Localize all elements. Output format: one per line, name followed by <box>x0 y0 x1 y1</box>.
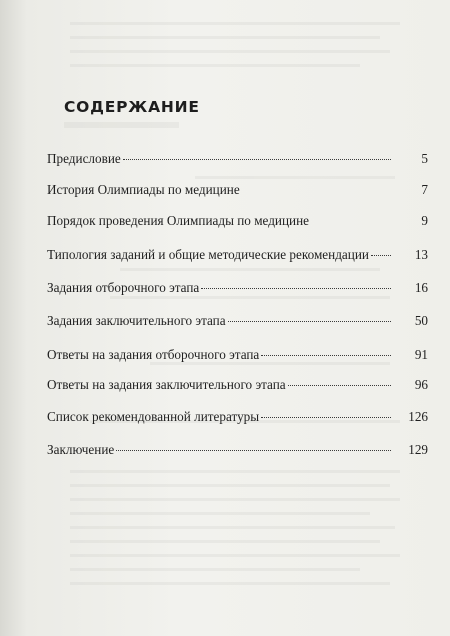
toc-entry <box>47 280 428 296</box>
toc-entry-title: Типология заданий и общие методические рекомендации <box>47 247 369 262</box>
toc-entry-title: Заключение <box>47 442 115 457</box>
toc-entry <box>47 442 428 458</box>
toc-leader-dots <box>201 288 391 289</box>
toc-leader-dots <box>228 321 391 322</box>
toc-entry-page: 13 <box>414 247 428 262</box>
toc-entry-title: Задания отборочного этапа <box>47 280 200 295</box>
toc-entry <box>47 151 428 167</box>
toc-leader-dots <box>123 159 391 160</box>
toc-entry-title: Предисловие <box>47 151 121 166</box>
toc-entry <box>47 409 428 425</box>
toc-entry <box>47 213 428 229</box>
toc-entry-page: 129 <box>408 442 428 457</box>
toc-entry-title: Ответы на задания отборочного этапа <box>47 347 260 362</box>
toc-entry-title: История Олимпиады по медицине <box>47 182 240 197</box>
toc-title: СОДЕРЖАНИЕ <box>64 98 200 116</box>
toc-entry-title: Задания заключительного этапа <box>47 313 226 328</box>
toc-entry-page: 16 <box>414 280 428 295</box>
toc-entry-page: 9 <box>421 213 428 228</box>
toc-leader-dots <box>261 417 391 418</box>
toc-entry-page: 7 <box>421 182 428 197</box>
toc-entry-page: 91 <box>414 347 428 362</box>
toc-entry-title: Порядок проведения Олимпиады по медицине <box>47 213 310 228</box>
toc-leader-dots <box>371 255 391 256</box>
toc-leader-dots <box>288 385 391 386</box>
toc-entry-title: Список рекомендованной литературы <box>47 409 260 424</box>
toc-leader-dots <box>116 450 391 451</box>
toc-entry <box>47 377 428 393</box>
toc-entry <box>47 182 428 198</box>
toc-entry <box>47 347 428 363</box>
toc-leader-dots <box>261 355 391 356</box>
toc-entry <box>47 313 428 329</box>
toc-entry-page: 96 <box>414 377 428 392</box>
toc-leader-dots <box>242 190 391 191</box>
toc-entry-page: 50 <box>414 313 428 328</box>
toc-entry-title: Ответы на задания заключительного этапа <box>47 377 286 392</box>
toc-entry-page: 5 <box>421 151 428 166</box>
toc-entry-page: 126 <box>408 409 428 424</box>
toc-entry <box>47 247 428 263</box>
toc-leader-dots <box>311 221 391 222</box>
